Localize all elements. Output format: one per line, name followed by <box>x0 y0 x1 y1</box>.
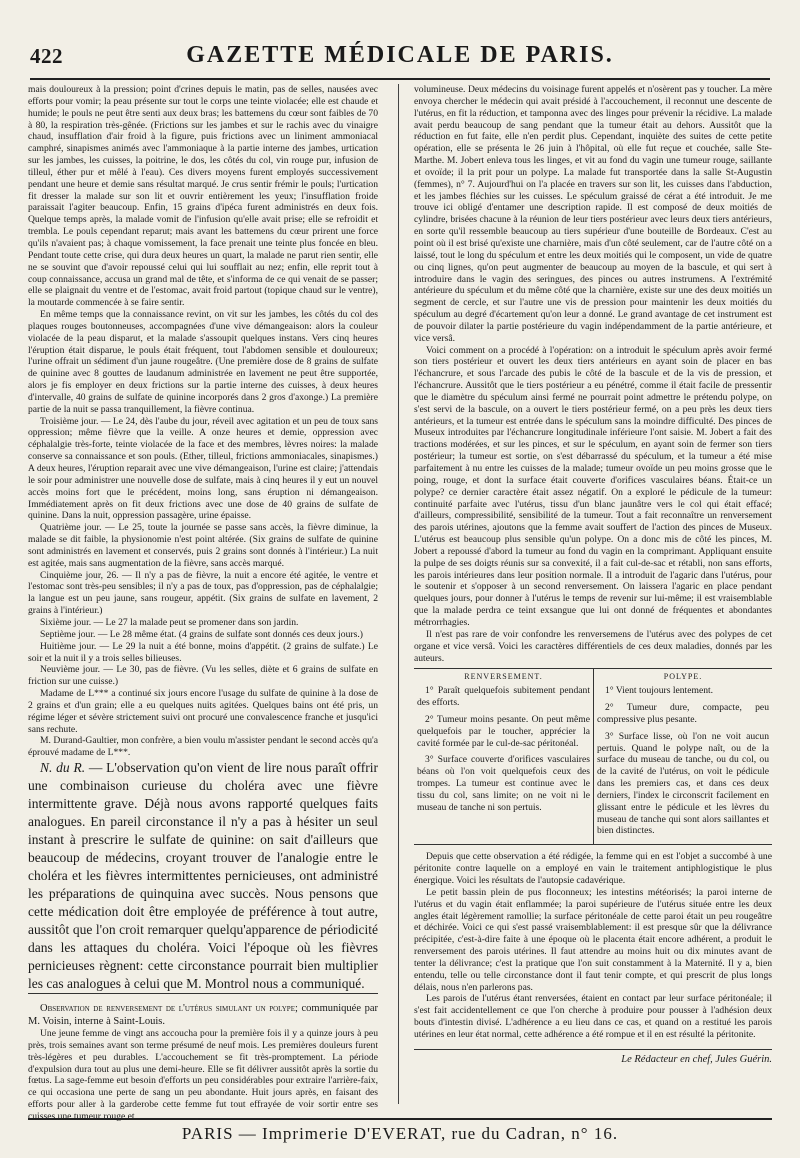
comparison-table <box>414 668 772 845</box>
page-number: 422 <box>30 44 63 68</box>
paragraph: mais douloureux à la pression; point d'crines depuis le matin, pas de selles, nausées avec efforts pour vomir; la peau présente sur tout le corps une teinte violacée; elle est chaude et humide; le pouls ne peut être senti aux deux bras; les battemens du cœur sont faibles de 70 à 80, la respiration très-gênée. (Frictions sur les jambes et sur le rachis avec du vinaigre chaud, insufflation d'air froid à la figure, puis frictions avec un liniment ammoniacal camphré, sinapismes animés avec l'ammoniaque à la partie interne des jambes, urtication sur les jambes, les cuisses, la poitrine, le dos, les côtés du col, vin rouge pur, infusion de tilleul, éther pur et mêlé à l'eau). Ces divers moyens furent employés successivement pendant une heure et demie sans résultat marqué. Je crus sentir frémir le pouls; l'urtication fit dresser la malade sur son lit et ouvrir entièrement les yeux; l'insufflation froide paraissait l'agiter beaucoup. Enfin, 15 grains d'ipéca furent administrés en deux fois. Quelque temps après, la malade vomit de l'infusion qu'elle avait prise; elle se refroidit et trembla. Le pouls cependant reparut; mais avant les battemens du cœur prirent une force qu'ils n'avaient pas; à chaque vomissement, la face prenait une teinte plus foncée en bleu. Pendant toute cette crise, qui dura deux heures un quart, la malade ne parut rien sentir, elle ne se souvint que d'avoir repoussé celui qui lui soufflait au nez; enfin, elle reprit tout à coup connaissance, accusa un grand mal de tête, et s'informa de ce qui venait de se passer; elle se plaignait du ventre et de l'estomac, avait froid partout (topique chaud sur le ventre), la moutarde commencée à se faire sentir. <box>28 84 378 309</box>
case-description <box>414 84 772 664</box>
page-header <box>30 42 770 80</box>
comparison-polype <box>593 669 772 844</box>
comparison-item: 2° Tumeur moins pesante. On peut même quelquefois par le toucher, apprécier la cavité formée par le cul-de-sac péritonéal. <box>417 713 590 749</box>
section-title <box>28 993 378 1028</box>
paragraph: En même temps que la connaissance revint, on vit sur les jambes, les côtés du col des plaques rouges boutonneuses, accompagnées d'une vive démangeaison: alors la couleur violacée de la peau disparut, et la malade s'assoupit quelques instans. Vers cinq heures l'éruption était disparue, le pouls était fréquent, tout l'abdomen sensible et douloureux; l'urine offrait un sédiment d'un jaune rougeâtre. (Une première dose de 8 grains de sulfate de quinine avec 8 gouttes de laudanum administrée en lavement ne peut être supportée, alors je fis employer en deux frictions sur la partie interne des cuisses, à deux heures d'intervalle, 40 grains de sulfate de quinine incorporés dans 2 gros d'axonge.) La première partie de la nuit se passa tranquillement, la fièvre continua. <box>28 309 378 415</box>
comparison-renversement <box>414 669 593 844</box>
paragraph: Une jeune femme de vingt ans accoucha pour la première fois il y a quinze jours à peu près, trois semaines avant son terme présumé de neuf mois. Les premières douleurs furent très-légères et peu durables. L'accouchement se fit très-promptement. La période d'expulsion dura tout au plus une demi-heure. Elle se fit délivrer aussitôt après la sortie du fœtus. La sage-femme eut besoin d'efforts un peu considérables pour extraire l'arrière-faix, ce qui occasiona une perte de sang un peu abondante. Huit jours après, en faisant des efforts pour aller à la garderobe cette femme fut tout effrayée de voir sortir entre ses cuisses une tumeur rouge et <box>28 1028 378 1122</box>
comparison-header-renversement: RENVERSEMENT. <box>464 672 543 682</box>
right-column <box>414 84 772 1104</box>
comparison-item: 3° Surface couverte d'orifices vasculaires béans où l'on voit quelquefois ceux des trompes. La tumeur est continue avec le tissu du col, sans limite; on ne voit ni le museau de tanche ni son pertuis. <box>417 754 590 813</box>
printer-imprint: PARIS — Imprimerie D'EVERAT, rue du Cadran, n° 16. <box>181 1124 619 1143</box>
paragraph: M. Durand-Gaultier, mon confrère, a bien voulu m'assister pendant le second accès qu'a éprouvé madame de L***. <box>28 735 378 759</box>
section-text <box>28 1028 378 1123</box>
comparison-item: 2° Tumeur dure, compacte, peu compressive plus pesante. <box>597 702 769 725</box>
paragraph: Cinquième jour, 26. — Il n'y a pas de fièvre, la nuit a encore été agitée, le ventre et l'estomac sont très-peu sensibles; il n'y a pas de toux, pas d'oppression, pas de céphalalgie; la langue est un peu jaune, sans rougeur, appétit. (Six grains de sulfate en lavement, 2 grains à l'intérieur.) <box>28 569 378 617</box>
comparison-item: 3° Surface lisse, où l'on ne voit aucun pertuis. Quand le polype naît, ou de la surface du museau de tanche, ou du col, ou de la cavité de l'utérus, on voit le pédicule dans les premiers cas, et dans ces deux derniers, l'index le circonscrit facilement en glissant entre le pédicule et les lèvres du museau de tanche qui sont alors saillantes et bien distinctes. <box>597 730 769 837</box>
left-column <box>28 84 378 1122</box>
paragraph: Les parois de l'utérus étant renversées, étaient en contact par leur surface péritonéale; il s'est fait accidentellement ce que l'on cherche à produire pour pousser à l'adhésion deux bouts d'intestin divisé. L'adhérence a eu lieu dans ce cas, et quand on a restitué les parois utérines en leur état normal, cette adhérence a été rompue et il en est résulté la péritonite. <box>414 993 772 1040</box>
observation-text <box>28 84 378 759</box>
paragraph: Depuis que cette observation a été rédigée, la femme qui en est l'objet a succombé à une péritonite contre laquelle on a employé en vain le traitement antiphlogistique le plus énergique. Voici les résultats de l'autopsie cadavérique. <box>414 851 772 886</box>
comparison-items-renversement <box>417 685 590 813</box>
paragraph: Madame de L*** a continué six jours encore l'usage du sulfate de quinine à la dose de 2 grains et d'un grain; elle a eu quelques nuits agitées. Quelques bains ont été pris, un régime léger et sévère strictement suivi ont procuré une convalescence franche et jusqu'ici sans rechute. <box>28 688 378 735</box>
paragraph: Troisième jour. — Le 24, dès l'aube du jour, réveil avec agitation et un peu de toux sans oppression; même fièvre que la veille. A onze heures et demie, oppression avec céphalalgie très-forte, teinte violacée de la face et des membres, lèvres noires: la malade conserve sa connaissance et son pouls. (Ether, tilleul, frictions ammoniacales, sinapismes.) A deux heures, l'éruption reparait avec une vive démangeaison, l'urine est claire; j'attendais le soir pour administrer une nouvelle dose de sulfate, mais à cinq heures il y eut un nouvel accès moins fort que le précédent, moins long, sans éruption ni démangeaison. Immédiatement après on fit deux frictions avec une dose de 40 grains de sulfate de quinine. Dans la nuit, oppression passagère, urine épaisse. <box>28 415 378 522</box>
autopsy-text <box>414 851 772 1041</box>
comparison-item: 1° Paraît quelquefois subitement pendant des efforts. <box>417 685 590 709</box>
paragraph: Huitième jour. — Le 29 la nuit a été bonne, moins d'appétit. (2 grains de sulfate.) Le soir et la nuit il y a trois selles bilieuses. <box>28 640 378 664</box>
comparison-header-polype: POLYPE. <box>663 672 703 682</box>
paragraph: Sixième jour. — Le 27 la malade peut se promener dans son jardin. <box>40 616 299 628</box>
comparison-item: 1° Vient toujours lentement. <box>605 685 714 697</box>
paragraph: Voici comment on a procédé à l'opération: on a introduit le spéculum après avoir fermé son tiers postérieur et ouvert les deux tiers antérieurs en ayant soin de placer en bas l'échancrure, et sous l'arcade des pubis le côté de la bascule et de la vis de pression, et l'échancrure. Aussitôt que le tiers postérieur a eu pénétré, comme il était facile de pressentir que le diamètre du spéculum ainsi fermé ne pourrait point admettre le prétendu polype, on s'est servi de la bascule, on a ouvert le tiers postérieur fermé, on a peu près les deux tiers antérieurs, et la tumeur est entrée dans le spéculum sans la moindre difficulté. Des pinces de Museux introduites par l'échancrure longitudinale inférieure l'ont saisie. M. Jobert a fait des tractions modérées, et sur les pinces, et sur le spéculum, en ayant soin de fermer son tiers postérieur; la tumeur est sortie, on s'est débarrassé du spéculum, et la tumeur a été mise parfaitement à nu entre les cuisses de la malade; tumeur ovoïde un peu moins grosse que le poing, rouge, et dont la surface était couverte d'orifices vasculaires béans. Était-ce un polype? ce dernier caractère était assez négatif. On a exploré le pédicule de la tumeur: continuité parfaite avec l'utérus, tissu d'un blanc jaunâtre vers le col qui était effacé; d'ailleurs, compressibilité, sensibilité de la tumeur. Tout a fait reconnaître un renversement des parois utérines, ajoutons que la femme avait souffert de l'action des pinces de Museux. L'utérus est beaucoup plus sensible qu'un polype. On a donc mis de côté les pinces, M. Jobert a repoussé d'abord la tumeur au fond du vagin en la comprimant. Appliquant ensuite la pulpe de ses doigts réunis sur sa convexité, il a fait cul-de-sac et rétabli, non sans efforts, les parois intérieures dans leur position normale. Il a introduit de l'agaric dans l'utérus, pour le soutenir et s'opposer à un second renversement. On laissera l'agaric en place pendant quelques jours, pour donner à l'utérus le temps de revenir sur lui-même; il est vraisemblable que la malade perdra ce teint exsangue que lui ont donné de fréquentes et abondantes métrorrhagies. <box>414 344 772 628</box>
editor-note-lead: N. du R. <box>40 760 86 776</box>
comparison-items-polype <box>597 685 769 837</box>
section-title-main: Observation de renversement de l'utérus simulant un polype; <box>40 1003 298 1015</box>
editor-note <box>28 759 378 993</box>
paragraph: Il n'est pas rare de voir confondre les renversemens de l'utérus avec des polypes de cet organe et vice versâ. Voici les caractères différentiels de ces deux maladies, donnés par les auteurs. <box>414 628 772 664</box>
paragraph: volumineuse. Deux médecins du voisinage furent appelés et n'osèrent pas y toucher. La mère envoya chercher le médecin qui avait présidé à l'accouchement, il reconnut une descente de l'utérus, en fit la réduction, et tamponna avec des linges pour prévenir la récidive. La malade avait perdu beaucoup de sang pendant que la tumeur était au dehors. Aussitôt que la réduction en fut faite, elle n'en perdit plus. Cependant, inquiète des suites de cette petite opération, elle se présenta le 26 juin à l'hôpital, où elle fut reçue et couchée, salle Ste-Marthe. M. Jobert enleva tous les linges, et vit au fond du vagin une tumeur rouge, saillante et ovoïde; il la prit pour un polype. La malade fut transportée dans la salle St-Augustin (femmes), n° 7. Aujourd'hui on l'a placée en travers sur son lit, les cuisses dans l'abduction, et les jambes fléchies sur les cuisses. Le spéculum graissé de cérat a été introduit. Je me trouve ici obligé d'entamer une description rapide. Il est composé de deux moitiés de cylindre, brisées chacune à la réunion de leur tiers postérieur avec leurs deux tiers antérieurs, en sorte qu'il ressemble beaucoup au tiers supérieur d'une bouteille de Bordeaux. C'est au point où il est brisé qu'existe une charnière, mais d'un côté seulement, car de l'autre côté on a laissé, tout le long du spéculum et entre les deux moitiés qui le composent, un vide de quatre ou cinq lignes, qu'on peut augmenter de beaucoup au moyen de la bascule, et qui sert à introduire dans le vagin des seringues, des pinces ou autres instrumens. A l'extrémité antérieure du spéculum et du même côté que la charnière, existe sur une des deux moitiés un segment de cercle, et sur l'autre une vis de pression pour maintenir les deux moitiés du spéculum au degré d'écartement qu'on leur a donné. Le grand avantage de cet instrument est de pouvoir dilater la partie postérieure du vagin indépendamment de la partie antérieure, et vice versâ. <box>414 84 772 344</box>
section-title-rest: communiquée par M. Voisin, interne à Saint-Louis. <box>28 1003 378 1028</box>
footer-rule <box>28 1118 772 1120</box>
editor-signature: Le Rédacteur en chef, Jules Guérin. <box>414 1049 772 1066</box>
column-divider <box>398 84 399 1104</box>
paragraph: Le petit bassin plein de pus floconneux; les intestins météorisés; la paroi interne de l'utérus et du vagin était enflammée; la paroi supérieure de l'utérus située entre les deux angles était légèrement ramollie; la surface péritonéale de cette paroi était un peu rougeâtre et déchirée. Voici ce qui s'est passé vraisemblablement: il est presque sûr que la délivrance précipitée, c'est-à-dire faite à une époque où le placenta était encore adhérent, a produit le renversement des parois utérines. Il faut attendre au moins huit ou dix minutes avant de tenter la délivrance; c'est la pratique que l'on suit constamment à la Maternité. Il y a, bien entendu, telle ou telle circonstance dont il faut tenir compte, et qui prescrit de plus longs délais, nous n'en parlerons pas. <box>414 886 772 993</box>
paragraph: Neuvième jour. — Le 30, pas de fièvre. (Vu les selles, diète et 6 grains de sulfate en friction sur une cuisse.) <box>28 664 378 688</box>
paragraph: Quatrième jour. — Le 25, toute la journée se passe sans accès, la fièvre diminue, la malade se dit faible, la physionomie n'est point altérée. (Six grains de sulfate de quinine sont administrés en lavement et conservés, puis 2 grains sont donnés à l'intérieur.) La nuit est agitée, mais sans augmentation de la fièvre, sans accès marqué. <box>28 522 378 569</box>
editor-note-body: — L'observation qu'on vient de lire nous paraît offrir une combinaison curieuse du choléra avec une fièvre intermittente grave. Déjà nous avons rapporté quelques faits analogues. En pareil circonstance il n'y a pas à hésiter un seul instant à prescrire le sulfate de quinine: on sait d'ailleurs que beaucoup de médecins, croyant trouver de l'analogie entre le choléra et les fièvres intermittentes pernicieuses, ont administré les préparations de quinquina avec succès. Nous pensons que cette médication doit être employée de préférence à tout autre, aussitôt que l'on croit remarquer quelqu'apparence de périodicité dans les attaques du choléra. Voici l'époque où les fièvres pernicieuses règnent: cette circonstance pourrait bien multiplier les cas analogues à celui que M. Montrol nous a communiqué. <box>28 760 378 992</box>
journal-title: GAZETTE MÉDICALE DE PARIS. <box>186 42 614 68</box>
paragraph: Septième jour. — Le 28 même état. (4 grains de sulfate sont donnés ces deux jours.) <box>40 628 363 640</box>
